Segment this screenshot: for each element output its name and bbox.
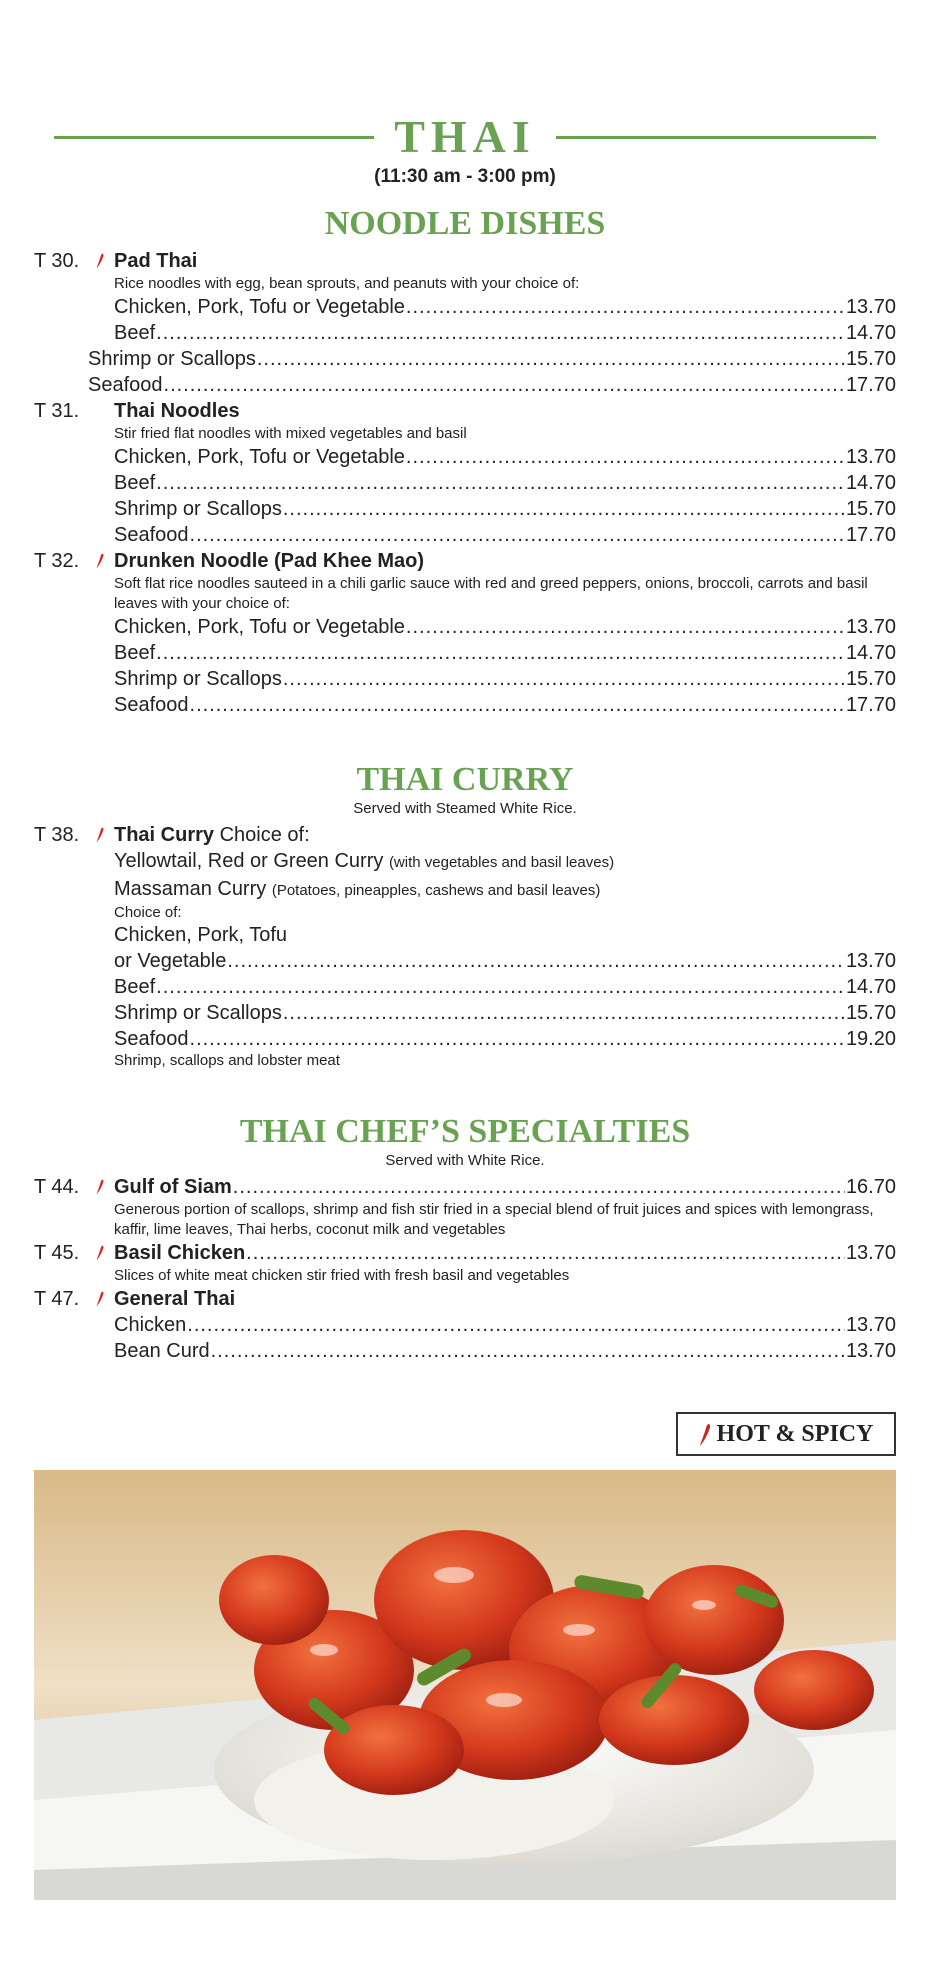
chili-pepper-icon xyxy=(96,1291,104,1307)
option-label: Beef xyxy=(114,976,156,998)
choice-label: Choice of: xyxy=(114,904,182,921)
option-label: Chicken, Pork, Tofu or Vegetable xyxy=(114,616,405,638)
option-label: Chicken, Pork, Tofu or Vegetable xyxy=(114,296,405,318)
dot-leader xyxy=(190,522,845,548)
curry-type: Massaman Curry xyxy=(114,878,267,900)
item-number: T 32. xyxy=(34,550,80,572)
option-label: Shrimp or Scallops xyxy=(114,1002,282,1024)
dot-leader xyxy=(406,444,845,470)
option-price: 15.70 xyxy=(845,348,896,370)
item-number: T 47. xyxy=(34,1288,80,1310)
menu-item-t30-header xyxy=(34,248,896,274)
thai-curry-title: THAI CURRY xyxy=(356,761,574,798)
option-price: 14.70 xyxy=(845,642,896,664)
item-name: General Thai xyxy=(114,1288,236,1310)
dot-leader xyxy=(164,372,845,398)
menu-header xyxy=(34,112,896,162)
option-label: Beef xyxy=(114,472,156,494)
dot-leader xyxy=(156,470,845,496)
price-row xyxy=(114,470,896,496)
dot-leader xyxy=(187,1312,845,1338)
option-price: 14.70 xyxy=(845,976,896,998)
option-price: 13.70 xyxy=(845,1340,896,1362)
price-row xyxy=(114,1026,896,1052)
chili-pepper-icon xyxy=(96,827,104,843)
dot-leader xyxy=(211,1338,845,1364)
item-name: Gulf of Siam xyxy=(114,1176,232,1198)
dot-leader xyxy=(156,974,845,1000)
item-number: T 45. xyxy=(34,1242,80,1264)
option-price: 19.20 xyxy=(845,1028,896,1050)
chili-pepper-icon xyxy=(96,553,104,569)
price-row xyxy=(114,692,896,718)
option-price: 13.70 xyxy=(845,950,896,972)
item-description: Soft flat rice noodles sauteed in a chili garlic sauce with red and greed peppers, onions, broccoli, carrots and basil leaves with your choice of: xyxy=(114,575,868,612)
option-price: 15.70 xyxy=(845,498,896,520)
item-number: T 30. xyxy=(34,250,80,272)
option-price: 17.70 xyxy=(845,694,896,716)
curry-type-note: (with vegetables and basil leaves) xyxy=(388,854,615,871)
price-row xyxy=(114,294,896,320)
option-price: 13.70 xyxy=(845,296,896,318)
menu-item-t31-header xyxy=(34,398,896,424)
dot-leader xyxy=(283,496,845,522)
menu-item-t32-header xyxy=(34,548,896,574)
curry-option-line xyxy=(114,848,896,876)
chef-specialties-title: THAI CHEF’S SPECIALTIES xyxy=(239,1113,691,1150)
item-number: T 38. xyxy=(34,824,80,846)
menu-item-t44-header xyxy=(34,1174,896,1200)
price-row xyxy=(88,372,896,398)
item-description: Stir fried flat noodles with mixed vegetables and basil xyxy=(114,425,467,442)
option-label: Seafood xyxy=(88,374,163,396)
dot-leader xyxy=(406,614,845,640)
price-row xyxy=(114,522,896,548)
option-price: 15.70 xyxy=(845,668,896,690)
price-row xyxy=(114,1338,896,1364)
option-price: 13.70 xyxy=(845,446,896,468)
sweet-and-sour-chicken-image xyxy=(34,1470,896,1900)
item-name-suffix: Choice of: xyxy=(219,824,310,846)
food-photo xyxy=(34,1470,896,1900)
hot-spicy-legend xyxy=(676,1412,896,1456)
option-price: 15.70 xyxy=(845,1002,896,1024)
menu-page xyxy=(34,0,896,1447)
item-name: Basil Chicken xyxy=(114,1242,246,1264)
dot-leader xyxy=(233,1174,845,1200)
item-price: 13.70 xyxy=(845,1242,896,1264)
price-row xyxy=(114,614,896,640)
dot-leader xyxy=(190,692,845,718)
menu-item-t38-header xyxy=(34,822,896,848)
curry-type-note: (Potatoes, pineapples, cashews and basil leaves) xyxy=(271,882,601,899)
option-price: 17.70 xyxy=(845,374,896,396)
option-label: Shrimp or Scallops xyxy=(114,668,282,690)
dot-leader xyxy=(283,666,845,692)
price-row xyxy=(114,1000,896,1026)
option-price: 13.70 xyxy=(845,616,896,638)
item-number: T 44. xyxy=(34,1176,80,1198)
curry-option-line xyxy=(114,876,896,904)
option-label: Beef xyxy=(114,322,156,344)
price-row xyxy=(88,346,896,372)
price-row xyxy=(114,666,896,692)
option-label: Seafood xyxy=(114,1028,189,1050)
legend-label: HOT & SPICY xyxy=(716,1421,874,1447)
dot-leader xyxy=(156,320,845,346)
curry-type: Yellowtail, Red or Green Curry xyxy=(114,850,384,872)
dot-leader xyxy=(156,640,845,666)
price-row xyxy=(114,444,896,470)
option-label: Chicken xyxy=(114,1314,187,1336)
option-price: 14.70 xyxy=(845,322,896,344)
curry-served-note: Served with Steamed White Rice. xyxy=(353,800,577,817)
option-label: Shrimp or Scallops xyxy=(114,498,282,520)
option-label: or Vegetable xyxy=(114,950,227,972)
price-row xyxy=(114,948,896,974)
option-label: Seafood xyxy=(114,524,189,546)
protein-line: Chicken, Pork, Tofu xyxy=(114,924,288,946)
dot-leader xyxy=(227,948,845,974)
item-name xyxy=(114,822,310,848)
option-label: Chicken, Pork, Tofu or Vegetable xyxy=(114,446,405,468)
option-label: Seafood xyxy=(114,694,189,716)
menu-title: THAI xyxy=(394,111,536,162)
noodle-dishes-title: NOODLE DISHES xyxy=(324,205,606,242)
price-row xyxy=(114,496,896,522)
option-price: 14.70 xyxy=(845,472,896,494)
chili-pepper-icon xyxy=(96,253,104,269)
item-price: 16.70 xyxy=(845,1176,896,1198)
menu-item-t47-header xyxy=(34,1286,896,1312)
chili-pepper-icon xyxy=(699,1423,711,1447)
item-name: Pad Thai xyxy=(114,250,198,272)
item-description: Slices of white meat chicken stir fried with fresh basil and vegetables xyxy=(114,1267,570,1284)
item-name: Thai Noodles xyxy=(114,400,240,422)
seafood-note: Shrimp, scallops and lobster meat xyxy=(114,1052,340,1069)
price-row xyxy=(114,1312,896,1338)
dot-leader xyxy=(190,1026,845,1052)
option-label: Beef xyxy=(114,642,156,664)
item-description: Generous portion of scallops, shrimp and fish stir fried in a special blend of fruit juices and spices with lemongrass, kaffir, lime leaves, Thai herbs, coconut milk and vegetables xyxy=(114,1201,874,1238)
specialties-served-note: Served with White Rice. xyxy=(385,1152,545,1169)
option-label: Shrimp or Scallops xyxy=(88,348,256,370)
item-name: Drunken Noodle (Pad Khee Mao) xyxy=(114,550,425,572)
dot-leader xyxy=(246,1240,845,1266)
price-row xyxy=(114,320,896,346)
item-name-text: Thai Curry xyxy=(114,824,215,846)
menu-item-t45-header xyxy=(34,1240,896,1266)
chili-pepper-icon xyxy=(96,1245,104,1261)
option-price: 17.70 xyxy=(845,524,896,546)
item-description: Rice noodles with egg, bean sprouts, and peanuts with your choice of: xyxy=(114,275,580,292)
option-price: 13.70 xyxy=(845,1314,896,1336)
dot-leader xyxy=(257,346,845,372)
chili-pepper-icon xyxy=(96,1179,104,1195)
option-label: Bean Curd xyxy=(114,1340,210,1362)
price-row xyxy=(114,640,896,666)
service-hours: (11:30 am - 3:00 pm) xyxy=(374,166,556,187)
dot-leader xyxy=(283,1000,845,1026)
dot-leader xyxy=(406,294,845,320)
price-row xyxy=(114,974,896,1000)
item-number: T 31. xyxy=(34,400,80,422)
